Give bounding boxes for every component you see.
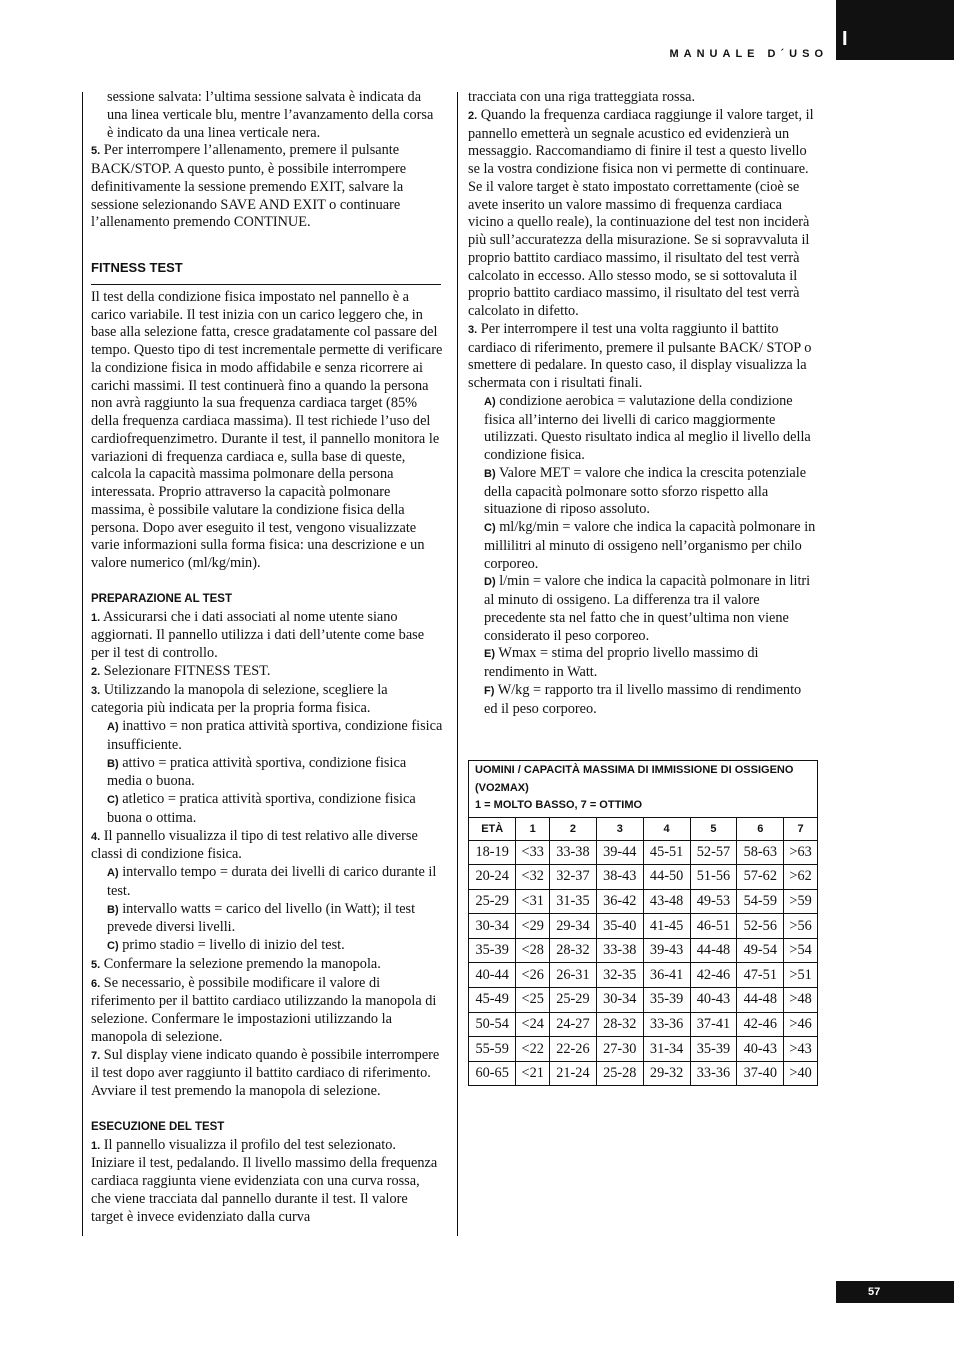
table-cell: <22 [516, 1037, 550, 1062]
section-rule [91, 284, 441, 285]
list-item [91, 901, 443, 938]
fitness-test-paragraph: Il test della condizione fisica impostato nel pannello è a carico variabile. Il test inizia con un carico leggero che, in base alla selezione fatta, cresce gradatamente col passare del tempo. Questo tipo di test incrementale permette di verificare la condizione fisica in modo affidabile e senza ricorrere ai carichi massimi. Il test continuerà fino a quando la persona non avrà raggiunto la sua frequenza cardiaca target (85% della frequenza cardiaca massima). Il test richiede l’uso del cardiofrequenzimetro. Durante il test, il pannello monitora le variazioni di frequenza cardiaca e, sulla base di queste, calcola la capacità massima polmonare della persona interessata. Proprio attraverso la capacità polmonare massima, è possibile valutare la condizione fisica della persona. Dopo aver eseguito il test, vengono visualizzate varie informazioni sulla forma fisica: una descrizione e un valore numerico (ml/kg/min). [91, 288, 443, 571]
table-cell: 22-26 [550, 1037, 597, 1062]
table-cell: 36-41 [643, 963, 690, 988]
item-number: 5. [91, 145, 101, 158]
item-number: 7. [91, 1049, 101, 1062]
table-cell: <26 [516, 963, 550, 988]
page-number [836, 1281, 954, 1303]
preparation-list [91, 609, 443, 1101]
table-cell: 38-43 [596, 865, 643, 890]
table-cell: 31-35 [550, 889, 597, 914]
table-cell: 21-24 [550, 1061, 597, 1086]
table-row [469, 938, 818, 963]
table-cell: 40-43 [737, 1037, 784, 1062]
table-cell: 52-57 [690, 840, 737, 865]
table-cell: <28 [516, 938, 550, 963]
table-cell: >46 [784, 1012, 818, 1037]
table-cell: 32-37 [550, 865, 597, 890]
item-text: Valore MET = valore che indica la crescita potenziale della capacità polmonare sotto sforzo rispetto alla situazione di riposo assoluto. [484, 464, 807, 518]
left-column [91, 89, 443, 1226]
table-row [469, 914, 818, 939]
list-item [468, 519, 818, 573]
item-number: 2. [468, 109, 478, 122]
table-cell: 28-32 [550, 938, 597, 963]
table-cell: 31-34 [643, 1037, 690, 1062]
header-title: MANUALE D´USO [669, 48, 828, 60]
item-text: Utilizzando la manopola di selezione, scegliere la categoria più indicata per la propria forma fisica. [91, 681, 388, 717]
table-header-row [469, 817, 818, 840]
list-item [91, 755, 443, 792]
table-cell: 35-39 [469, 938, 516, 963]
table-cell: >40 [784, 1061, 818, 1086]
right-column [468, 89, 818, 718]
table-cell: 26-31 [550, 963, 597, 988]
item-number: F) [484, 684, 495, 697]
subsection-title-preparation: PREPARAZIONE AL TEST [91, 592, 232, 605]
subsection-title-execution: ESECUZIONE DEL TEST [91, 1120, 225, 1133]
list-item [468, 465, 818, 519]
table-row [469, 988, 818, 1013]
table-cell: 44-50 [643, 865, 690, 890]
table-cell: 58-63 [737, 840, 784, 865]
table-caption-title: UOMINI / CAPACITÀ MASSIMA DI IMMISSIONE DI OSSIGENO (VO2MAX) [475, 764, 794, 794]
table-row [469, 963, 818, 988]
table-cell: 36-42 [596, 889, 643, 914]
table-cell: 60-65 [469, 1061, 516, 1086]
table-cell: 49-54 [737, 938, 784, 963]
item-text: l/min = valore che indica la capacità polmonare in litri al minuto di ossigeno. La differenza tra il valore precedente sta nel fatto che in quest’ultima non viene considerato il peso corporeo. [484, 573, 811, 644]
table-cell: 42-46 [690, 963, 737, 988]
item-number: 2. [91, 665, 101, 678]
item-number: 3. [91, 684, 101, 697]
item-number: D) [484, 576, 496, 589]
item-number: B) [107, 757, 119, 770]
item-text: primo stadio = livello di inizio del test. [122, 937, 345, 953]
item-text: Wmax = stima del proprio livello massimo di rendimento in Watt. [484, 645, 759, 680]
table-cell: >54 [784, 938, 818, 963]
table-body [469, 840, 818, 1086]
item-text: attivo = pratica attività sportiva, condizione fisica media o buona. [107, 754, 407, 790]
table-cell: 33-36 [690, 1061, 737, 1086]
item-number: 1. [91, 1139, 101, 1152]
table-cell: >63 [784, 840, 818, 865]
execution-list [468, 107, 818, 719]
table-row [469, 1012, 818, 1037]
list-item [91, 1137, 443, 1227]
item-text: W/kg = rapporto tra il livello massimo di rendimento ed il peso corporeo. [484, 681, 802, 717]
table-cell: 42-46 [737, 1012, 784, 1037]
item-number: A) [107, 721, 119, 733]
table-header-cell: 7 [784, 817, 818, 840]
vo2max-table [468, 760, 818, 1086]
item-text: Se necessario, è possibile modificare il valore di riferimento per il battito cardiaco utilizzando la manopola di selezione. Confermare le impostazioni utilizzando la manopola di selezione. [91, 974, 437, 1045]
list-item [468, 321, 818, 393]
table-cell: >56 [784, 914, 818, 939]
table-cell: 43-48 [643, 889, 690, 914]
table-cell: 40-43 [690, 988, 737, 1013]
continued-text: sessione salvata: l’ultima sessione salvata è indicata da una linea verticale blu, mentre l’avanzamento della corsa è indicato da una linea verticale nera. [107, 89, 434, 141]
left-margin-rule [82, 92, 83, 1236]
list-item [91, 956, 443, 975]
item-text: Quando la frequenza cardiaca raggiunge il valore target, il pannello emetterà un segnale acustico ed evidenzierà un messaggio. Raccomandiamo di finire il test a questo livello se la vostra condizione fisica non vi permette di continuare. Se il valore target è stato impostato correttamente (cioè se avete inserito un valore massimo di frequenza cardiaca vicino a quello reale), la continuazione del test non inciderà più sull’accuratezza della misurazione. Se si sopravvaluta il proprio battito cardiaco massimo, il risultato del test verrà calcolato in eccesso. Allo stesso modo, se si sottovaluta il proprio battito cardiaco massimo, il risultato del test verrà calcolato in difetto. [468, 106, 814, 319]
table-cell: 30-34 [469, 914, 516, 939]
item-number: C) [107, 794, 119, 806]
list-item [91, 791, 443, 828]
table-row [469, 1061, 818, 1086]
table-row [469, 1037, 818, 1062]
item-number: B) [107, 903, 119, 916]
table-cell: >51 [784, 963, 818, 988]
table-cell: 51-56 [690, 865, 737, 890]
item-text: Per interrompere l’allenamento, premere il pulsante BACK/STOP. A questo punto, è possibile interrompere definitivamente la sessione premendo EXIT, salvare la sessione selezionando SAVE AND EXIT o continuare l’allenamento premendo CONTINUE. [91, 142, 407, 231]
item-text: condizione aerobica = valutazione della condizione fisica all’interno dei livelli di carico maggiormente utilizzati. Questo risultato indica al meglio il livello della condizione fisica. [484, 392, 811, 463]
table-cell: 18-19 [469, 840, 516, 865]
table-cell: 35-40 [596, 914, 643, 939]
table-caption-scale: 1 = MOLTO BASSO, 7 = OTTIMO [475, 799, 643, 811]
table-header-cell: 3 [596, 817, 643, 840]
list-item [91, 864, 443, 901]
table-cell: 25-29 [550, 988, 597, 1013]
continued-text: tracciata con una riga tratteggiata rossa. [468, 89, 696, 105]
list-item [468, 682, 818, 719]
item-text: ml/kg/min = valore che indica la capacità polmonare in millilitri al minuto di ossigeno nell’organismo per chilo corporeo. [484, 519, 816, 572]
item-number: B) [484, 467, 496, 480]
table-cell: >62 [784, 865, 818, 890]
table-row [469, 840, 818, 865]
table-cell: 41-45 [643, 914, 690, 939]
item-text: Per interrompere il test una volta raggiunto il battito cardiaco di riferimento, premere il pulsante BACK/ STOP o smettere di pedalare. In questo caso, il display visualizza la schermata con i risultati finali. [468, 320, 812, 391]
table-cell: 45-51 [643, 840, 690, 865]
table-cell: 39-44 [596, 840, 643, 865]
table-cell: <29 [516, 914, 550, 939]
list-item [91, 663, 443, 682]
item-text: intervallo tempo = durata dei livelli di carico durante il test. [107, 864, 437, 899]
table-cell: <21 [516, 1061, 550, 1086]
table-cell: 30-34 [596, 988, 643, 1013]
item-text: Il pannello visualizza il tipo di test relativo alle diverse classi di condizione fisica. [91, 827, 418, 863]
item-number: C) [107, 940, 119, 952]
table-cell: 25-28 [596, 1061, 643, 1086]
table-cell: 54-59 [737, 889, 784, 914]
table-cell: <32 [516, 865, 550, 890]
column-divider [457, 92, 458, 1236]
item-text: atletico = pratica attività sportiva, condizione fisica buona o ottima. [107, 791, 416, 826]
item-number: 5. [91, 958, 101, 971]
table-cell: 32-35 [596, 963, 643, 988]
item-text: Confermare la selezione premendo la manopola. [103, 955, 381, 972]
table-cell: 29-34 [550, 914, 597, 939]
table-cell: 39-43 [643, 938, 690, 963]
table-cell: 57-62 [737, 865, 784, 890]
list-item [468, 107, 818, 321]
table-cell: 33-38 [550, 840, 597, 865]
table-row [469, 889, 818, 914]
table-cell: 44-48 [737, 988, 784, 1013]
item-number: 3. [468, 323, 478, 336]
table-caption [469, 761, 818, 818]
table-cell: 47-51 [737, 963, 784, 988]
table-header-cell: ETÀ [469, 817, 516, 840]
table-cell: 40-44 [469, 963, 516, 988]
table-cell: 45-49 [469, 988, 516, 1013]
language-tab-label: I [842, 28, 848, 50]
table-cell: <25 [516, 988, 550, 1013]
table-cell: 28-32 [596, 1012, 643, 1037]
item-text: intervallo watts = carico del livello (in Watt); il test prevede diversi livelli. [107, 900, 416, 936]
list-item [91, 142, 443, 232]
table-cell: >43 [784, 1037, 818, 1062]
page-number-text: 57 [868, 1286, 881, 1298]
table-cell: 49-53 [690, 889, 737, 914]
list-item [468, 645, 818, 682]
table-cell: >48 [784, 988, 818, 1013]
list-item [91, 828, 443, 865]
table-cell: 55-59 [469, 1037, 516, 1062]
item-text: Il pannello visualizza il profilo del test selezionato. Iniziare il test, pedalando. Il livello massimo della frequenza cardiaca raggiunta viene evidenziata con una curva rossa, che viene tracciata dal pannello durante il test. Il valore target è invece evidenziato dalla curva [91, 1136, 438, 1225]
list-item [91, 609, 443, 663]
table-cell: <24 [516, 1012, 550, 1037]
list-item [468, 573, 818, 645]
item-text: Selezionare FITNESS TEST. [103, 662, 271, 679]
table-header-cell: 4 [643, 817, 690, 840]
table-cell: 35-39 [690, 1037, 737, 1062]
language-tab [836, 0, 954, 60]
item-number: A) [484, 395, 496, 408]
table-row [469, 865, 818, 890]
table-header-cell: 1 [516, 817, 550, 840]
table-cell: 33-38 [596, 938, 643, 963]
table-cell: 20-24 [469, 865, 516, 890]
table-cell: <33 [516, 840, 550, 865]
table-cell: 27-30 [596, 1037, 643, 1062]
list-item [468, 393, 818, 465]
item-text: Assicurarsi che i dati associati al nome utente siano aggiornati. Il pannello utilizza i dati dell’utente come base per il test di controllo. [91, 608, 425, 661]
table-cell: 29-32 [643, 1061, 690, 1086]
list-item [91, 682, 443, 719]
table-cell: 46-51 [690, 914, 737, 939]
table-cell: 37-41 [690, 1012, 737, 1037]
table-header-cell: 5 [690, 817, 737, 840]
table-cell: >59 [784, 889, 818, 914]
item-number: C) [484, 522, 496, 534]
table-cell: 44-48 [690, 938, 737, 963]
item-number: A) [107, 867, 119, 879]
item-number: 1. [91, 611, 101, 624]
list-item [91, 937, 443, 956]
item-text: inattivo = non pratica attività sportiva, condizione fisica insufficiente. [107, 718, 443, 753]
list-item [91, 718, 443, 755]
table-cell: 25-29 [469, 889, 516, 914]
table-cell: 33-36 [643, 1012, 690, 1037]
table-header-cell: 2 [550, 817, 597, 840]
list-item [91, 1047, 443, 1101]
table-cell: 50-54 [469, 1012, 516, 1037]
table-cell: <31 [516, 889, 550, 914]
section-title-fitness-test: FITNESS TEST [91, 260, 183, 275]
item-number: E) [484, 648, 495, 661]
table-cell: 52-56 [737, 914, 784, 939]
item-text: Sul display viene indicato quando è possibile interrompere il test dopo aver raggiunto il battito cardiaco di riferimento. Avviare il test premendo la manopola di selezione. [91, 1046, 440, 1099]
item-number: 6. [91, 977, 101, 990]
table-header-cell: 6 [737, 817, 784, 840]
table-cell: 37-40 [737, 1061, 784, 1086]
item-number: 4. [91, 830, 101, 843]
table-cell: 24-27 [550, 1012, 597, 1037]
table-cell: 35-39 [643, 988, 690, 1013]
list-item [91, 975, 443, 1047]
